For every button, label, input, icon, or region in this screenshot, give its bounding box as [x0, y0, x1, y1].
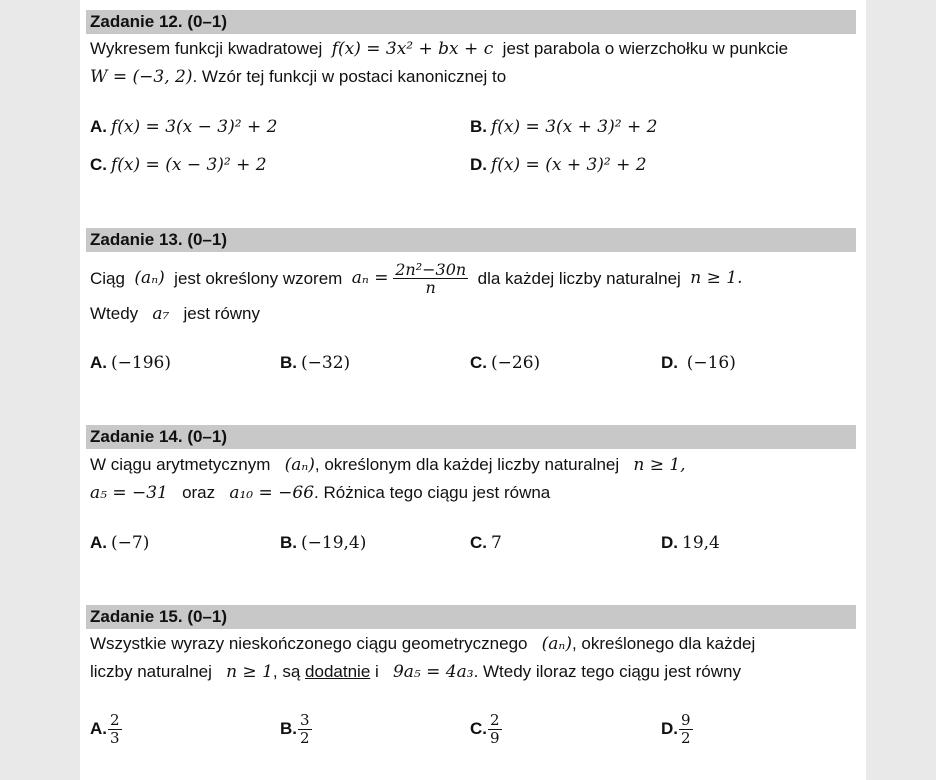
task-15-header: Zadanie 15. (0–1): [86, 605, 856, 629]
fraction-denominator: 2: [681, 729, 691, 748]
task-14-text-c: oraz: [182, 483, 216, 502]
answer-letter: B.: [280, 719, 297, 738]
task-14-question: [90, 451, 850, 507]
task-13-line-2: [90, 300, 850, 328]
answer-expr: f(x) = (x + 3)² + 2: [491, 155, 647, 175]
task-15-text-b: , określonego dla każdej: [571, 634, 756, 653]
task-13-text-d: Wtedy: [90, 304, 139, 323]
answer-letter: D.: [661, 533, 678, 552]
task-12-question: [90, 35, 850, 91]
task-12-text-b: jest parabola o wierzchołku w punkcie: [502, 39, 789, 58]
answer-fraction: [679, 712, 693, 747]
fraction-numerator: 2: [110, 711, 120, 730]
task-13-text-b: jest określony wzorem: [174, 268, 343, 288]
task-12-answer-a[interactable]: [90, 115, 277, 139]
task-13-answer-a[interactable]: [90, 351, 171, 375]
answer-expr: f(x) = 3(x + 3)² + 2: [491, 117, 658, 137]
task-15-underlined: dodatnie: [305, 662, 371, 681]
answer-letter: B.: [280, 533, 297, 552]
task-13-text-a: Ciąg: [90, 268, 125, 288]
task-15-text-f: . Wtedy iloraz tego ciągu jest równy: [473, 662, 741, 681]
task-14-text-a: W ciągu arytmetycznym: [90, 455, 271, 474]
task-13-answer-d[interactable]: [661, 351, 736, 375]
answer-letter: D.: [661, 353, 678, 372]
answer-letter: C.: [470, 533, 487, 552]
task-12-line-2: [90, 63, 850, 91]
answer-expr: (−196): [111, 353, 171, 373]
answer-letter: B.: [470, 117, 487, 136]
fraction-denominator: n: [425, 277, 436, 297]
task-13-condition: n ≥ 1.: [690, 267, 743, 288]
task-12-text-c: . Wzór tej funkcji w postaci kanonicznej to: [192, 67, 507, 86]
fraction-numerator: 3: [300, 711, 310, 730]
task-13-a7: a₇: [152, 304, 170, 324]
task-14-sequence: (aₙ): [284, 455, 315, 475]
answer-letter: D.: [470, 155, 487, 174]
task-14-answer-c[interactable]: [470, 531, 502, 555]
task-15-text-a: Wszystkie wyrazy nieskończonego ciągu geometrycznego: [90, 634, 528, 653]
answer-letter: C.: [470, 719, 487, 738]
task-12-answer-b[interactable]: [470, 115, 657, 139]
task-14-line-2: [90, 479, 850, 507]
answer-expr: (−16): [686, 353, 736, 373]
answer-letter: A.: [90, 719, 107, 738]
task-12-vertex: W = (−3, 2): [90, 67, 193, 87]
task-13-lhs: aₙ =: [351, 267, 389, 288]
task-14-a5: a₅ = −31: [90, 483, 168, 503]
task-15-condition: n ≥ 1: [226, 662, 273, 682]
task-13-line-1: [90, 256, 850, 300]
task-14-answer-a[interactable]: [90, 531, 149, 555]
task-13-text-c: dla każdej liczby naturalnej: [477, 268, 681, 288]
answer-expr: (−19,4): [301, 533, 367, 553]
answer-fraction: [108, 712, 122, 747]
answer-letter: A.: [90, 353, 107, 372]
task-15-answer-a[interactable]: [90, 712, 122, 747]
task-15-answer-d[interactable]: [661, 712, 693, 747]
task-12-text-a: Wykresem funkcji kwadratowej: [90, 39, 323, 58]
task-15-text-c: liczby naturalnej: [90, 662, 212, 681]
task-13-sequence: (aₙ): [134, 267, 165, 288]
fraction-denominator: 9: [490, 729, 500, 748]
answer-letter: C.: [90, 155, 107, 174]
answer-expr: f(x) = (x − 3)² + 2: [111, 155, 267, 175]
task-15-question: [90, 630, 850, 686]
task-13-question: [90, 256, 850, 328]
answer-expr: (−32): [301, 353, 351, 373]
fraction-denominator: 3: [110, 729, 120, 748]
task-13-answer-b[interactable]: [280, 351, 350, 375]
fraction-numerator: 2: [490, 711, 500, 730]
answer-letter: C.: [470, 353, 487, 372]
task-14-header: Zadanie 14. (0–1): [86, 425, 856, 449]
task-12-answer-d[interactable]: [470, 153, 647, 177]
task-15-equation: 9a₅ = 4a₃: [392, 662, 474, 682]
task-12-formula: f(x) = 3x² + bx + c: [331, 39, 494, 59]
task-15-line-2: [90, 658, 850, 686]
answer-expr: (−7): [111, 533, 150, 553]
answer-letter: D.: [661, 719, 678, 738]
task-15-answer-b[interactable]: [280, 712, 312, 747]
exam-page: [80, 0, 866, 780]
task-13-answer-c[interactable]: [470, 351, 540, 375]
answer-fraction: [298, 712, 312, 747]
task-13-text-e: jest równy: [183, 304, 261, 323]
task-14-text-b: , określonym dla każdej liczby naturalnej: [314, 455, 620, 474]
task-14-a10: a₁₀ = −66: [229, 483, 315, 503]
task-15-line-1: [90, 630, 850, 658]
task-14-answer-b[interactable]: [280, 531, 366, 555]
fraction-denominator: 2: [300, 729, 310, 748]
task-14-text-d: . Różnica tego ciągu jest równa: [314, 483, 551, 502]
answer-letter: A.: [90, 117, 107, 136]
task-15-text-d: , są: [272, 662, 301, 681]
task-13-fraction: [393, 261, 468, 296]
task-15-sequence: (aₙ): [541, 634, 572, 654]
task-15-text-e: i: [375, 662, 379, 681]
task-12-answer-c[interactable]: [90, 153, 267, 177]
task-12-header: Zadanie 12. (0–1): [86, 10, 856, 34]
fraction-numerator: 2n²−30n: [395, 259, 467, 279]
task-14-answer-d[interactable]: [661, 531, 720, 555]
task-15-answer-c[interactable]: [470, 712, 502, 747]
answer-letter: A.: [90, 533, 107, 552]
answer-expr: f(x) = 3(x − 3)² + 2: [111, 117, 278, 137]
task-12-line-1: [90, 35, 850, 63]
answer-expr: (−26): [491, 353, 541, 373]
answer-letter: B.: [280, 353, 297, 372]
answer-expr: 7: [491, 533, 502, 553]
task-14-line-1: [90, 451, 850, 479]
fraction-numerator: 9: [681, 711, 691, 730]
task-13-header: Zadanie 13. (0–1): [86, 228, 856, 252]
answer-expr: 19,4: [682, 533, 720, 553]
task-14-condition: n ≥ 1,: [633, 455, 686, 475]
answer-fraction: [488, 712, 502, 747]
